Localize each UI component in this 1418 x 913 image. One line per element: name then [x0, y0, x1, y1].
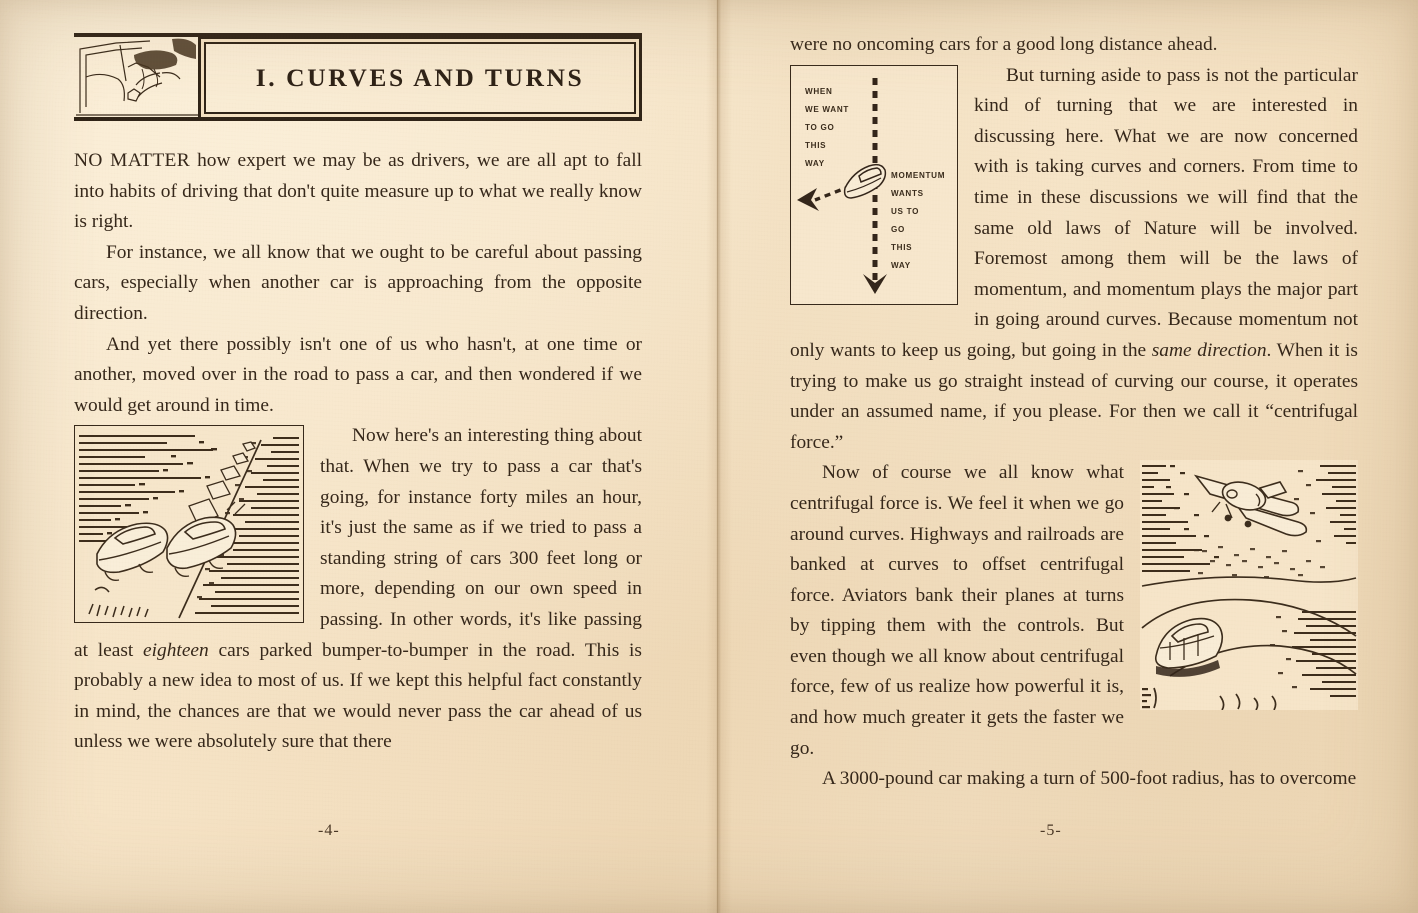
- paragraph-8: A 3000-pound car making a turn of 500-foot radius, has to overcome: [822, 768, 1357, 790]
- left-page: [74, 0, 654, 913]
- binding-crease-line: [717, 0, 718, 913]
- paragraph-5: were no oncoming cars for a good long distance ahead.: [790, 34, 1218, 55]
- chapter-title-frame: [198, 36, 642, 120]
- paragraph-6: [790, 61, 1358, 459]
- paragraph-6-emphasis: same direction: [1151, 339, 1267, 361]
- right-page: [790, 0, 1370, 913]
- momentum-direction-diagram: [790, 65, 958, 305]
- paragraph-1: [74, 146, 642, 238]
- svg-text:WANTS: WANTS: [891, 188, 924, 198]
- driver-at-wheel-illustration: [76, 37, 200, 117]
- svg-text:WE WANT: WE WANT: [805, 104, 850, 114]
- svg-text:TO GO: TO GO: [805, 122, 835, 132]
- right-column-body: [790, 30, 1358, 795]
- svg-text:WAY: WAY: [805, 158, 825, 168]
- svg-text:THIS: THIS: [805, 140, 827, 150]
- paragraph-1-text: how expert we may be as drivers, we are all apt to fall into habits of driving that don't quite measure up to what we really know is right.: [74, 150, 642, 233]
- paragraph-6-text-after: . When it is trying to make us go straight instead of curving our course, it operates under an assumed name, if you please. For then we call it “centrifugal force.”: [790, 339, 1358, 453]
- paragraph-4: [74, 421, 642, 758]
- folio-left: -4-: [318, 822, 340, 839]
- paragraph-7-text: Now of course we all know what centrifugal force is. We feel it when we go around curves. Highways and railroads are banked at curves to offset centrifugal force. Aviators bank their planes at turns by tipping them with the controls. But even though we all know about centrifugal force, few of us realize how powerful it is, and how much greater it gets the faster we go.: [790, 462, 1124, 759]
- paragraph-4-emphasis: eighteen: [143, 639, 209, 661]
- paragraph-4-text: Now here's an interesting thing about that. When we try to pass a car that's going, for instance forty miles an hour, it's just the same as if we tried to pass a standing string of cars 300 feet long or more, depending on our own speed in passing. In other words, it's like passing at least: [74, 425, 642, 661]
- left-column-body: [74, 146, 642, 758]
- banking-plane-and-car-on-curve-illustration: [1140, 460, 1358, 710]
- passing-cars-on-highway-illustration: [74, 425, 304, 623]
- paragraph-7: [790, 458, 1358, 764]
- svg-text:MOMENTUM: MOMENTUM: [891, 170, 946, 180]
- svg-text:WAY: WAY: [891, 260, 911, 270]
- paragraph-4-text-after: cars parked bumper-to-bumper in the road. This is probably a new idea to most of us. If we kept this helpful fact constantly in mind, the chances are that we would never pass the car ahead of us unless we were absolutely sure that there: [74, 639, 642, 753]
- paragraph-2: For instance, we all know that we ought to be careful about passing cars, especially when another car is approaching from the opposite direction.: [74, 241, 642, 324]
- folio-right: -5-: [1040, 822, 1062, 839]
- paragraph-6-text: But turning aside to pass is not the particular kind of turning that we are interested in discussing here. What we are now concerned with is taking curves and corners. From time to time in these discussions we will find that the same old laws of Nature will be involved. Foremost among them will be the laws of momentum, and momentum plays the major part in going around curves. Because momentum not only wants to keep us going, but going in the: [790, 64, 1358, 361]
- svg-text:GO: GO: [891, 224, 905, 234]
- svg-text:WHEN: WHEN: [805, 86, 833, 96]
- paragraph-3: And yet there possibly isn't one of us who hasn't, at one time or another, moved over in the road to pass a car, and then wondered if we would get around in time.: [74, 333, 642, 416]
- chapter-title: I. CURVES AND TURNS: [255, 63, 585, 92]
- binding-gutter: [706, 0, 732, 913]
- chapter-header: [74, 33, 642, 121]
- svg-text:US TO: US TO: [891, 206, 920, 216]
- lead-small-caps: NO MATTER: [74, 150, 191, 171]
- svg-text:THIS: THIS: [891, 242, 913, 252]
